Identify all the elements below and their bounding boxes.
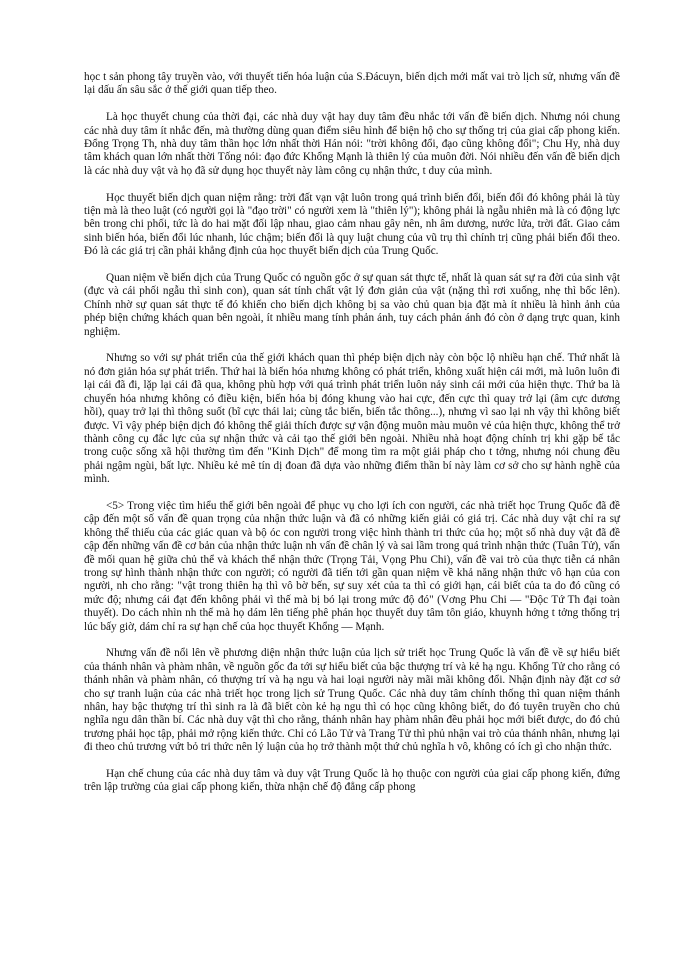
paragraph-intro-continuation: học t sản phong tây truyền vào, với thuyết tiến hóa luận của S.Đácuyn, biến dịch mới mất vai trò lịch sử, nhưng vấn đề lại dấu ấn sâu sắc ở thế giới quan tiếp theo.	[84, 71, 620, 97]
paragraph-bien-dich-origin: Quan niệm về biến dịch của Trung Quốc có nguồn gốc ở sự quan sát thực tế, nhất là quan sát sự ra đời của sinh vật (đực và cái phối ngẫu thì sinh con), quan sát tính chất vật lý đơn giản của vật (nặng thì rơi xuống, nhẹ thì bốc lên). Chính nhờ sự quan sát thực tế đó khiến cho biến dịch không bị sa vào chủ quan bịa đặt mà ít nhiều là hình ảnh của phép biện chứng khách quan bên ngoài, ít nhiều mang tính phản ánh, tuy cách phản ánh đó còn ở dạng trực quan, kinh nghiệm.	[84, 272, 620, 338]
paragraph-common-limitation: Hạn chế chung của các nhà duy tâm và duy vật Trung Quốc là họ thuộc con người của giai cấp phong kiến, đứng trên lập trường của giai cấp phong kiến, thừa nhận chế độ đẳng cấp phong	[84, 768, 620, 794]
document-page	[84, 71, 620, 795]
paragraph-sage-and-commoner: Nhưng vấn đề nổi lên về phương diện nhận thức luận của lịch sử triết học Trung Quốc là vấn đề về sự hiểu biết của thánh nhân và phàm nhân, về nguồn gốc đa tới sự hiểu biết của bậc thượng trí và kẻ hạ ngu. Khổng Tử cho rằng có thánh nhân và phàm nhân, có thượng trí và hạ ngu và hai loại người này mãi mãi không đổi. Nhận định này đặt cơ sở cho sự tranh luận của các nhà triết học trong lịch sử Trung Quốc. Các nhà duy tâm chính thống thì quan niệm thánh nhân, hay bậc thượng trí thì sinh ra là đã biết còn kẻ hạ ngu thì có học cũng không biết, do đó tuyên truyền cho chủ nghĩa ngu dân thần bí. Các nhà duy vật thì cho rằng, thánh nhân hay phàm nhân đều phải học mới biết được, do đó chủ trương phải học tập, phải mở rộng kiến thức. Chỉ có Lão Tử và Trang Tử thì phủ nhận vai trò của thánh nhân, nhưng lại đi theo chủ trương vứt bỏ tri thức nên lý luận của họ trở thành một thứ chủ nghĩa h vô, không có ích gì cho nhận thức.	[84, 647, 620, 754]
paragraph-bien-dich-limitations: Nhưng so với sự phát triển của thế giới khách quan thì phép biện dịch này còn bộc lộ nhiều hạn chế. Thứ nhất là nó đơn giản hóa sự phát triển. Thứ hai là biến hóa nhưng không có phát triển, không xuất hiện cái mới, mà luôn luôn đi lại cái đã đi, lặp lại cái đã qua, không phù hợp với quá trình phát triển luôn nảy sinh cái mới của hiện thực. Thứ ba là chuyển hóa nhưng không có điều kiện, biến hóa bị đóng khung vào hai cực, đến cực thì quay trở lại (âm cực dương hồi), quay trở lại thì thông suốt (bĩ cực thái lai; cùng tắc biến, biến tắc thông...), nhưng vì sao lại nh vậy thì không biết được. Vì vậy phép biện dịch đó không thể giải thích được sự vận động muôn màu muôn vẻ của hiện thực, không thể trở thành công cụ đắc lực của sự nhận thức và cải tạo thế giới bên ngoài. Nhiều nhà hoạt động chính trị khi gặp bế tắc trong cuộc sống xã hội thường tìm đến "Kinh Dịch" để mong tìm ra một giải pháp cho t tởng, nhưng nói chung đều phải ngậm ngùi, bất lực. Nhiều kẻ mê tín dị đoan đã dựa vào những điểm thần bí này làm cơ sở cho sự hành nghề của mình.	[84, 352, 620, 486]
paragraph-bien-dich-conception: Học thuyết biến dịch quan niệm rằng: trời đất vạn vật luôn trong quá trình biến đổi, biến đổi đó không phải là tùy tiện mà là theo luật (có người gọi là "đạo trời" có người xem là "thiên lý"); không phải là ngẫu nhiên mà là có động lực bên trong chi phối, tức là do hai mặt đối lập nhau, giao cảm nhau gây nên, nh âm dương, nước lửa, trời đất. Giao cảm sinh biến hóa, biến đổi lúc nhanh, lúc chậm; biến đổi là quy luật chung của vũ trụ thì chính trị cũng phải biến đổi theo. Đó là các giá trị cần phải khẳng định của học thuyết biến dịch của Trung Quốc.	[84, 191, 620, 258]
paragraph-epistemology: <5> Trong việc tìm hiểu thế giới bên ngoài để phục vụ cho lợi ích con người, các nhà triết học Trung Quốc đã đề cập đến một số vấn đề quan trọng của nhận thức luận và đã có những kiến giải có giá trị. Các nhà duy vật chỉ ra sự không thể thiếu của các giác quan và bộ óc con người trong việc hình thành tri thức của họ; một số nhà duy vật đã đề cập đến những vấn đề cơ bản của nhận thức luận nh vấn đề chân lý và sai lầm trong quá trình nhận thức (Tuân Tử), vấn đề mối quan hệ giữa chủ thể và khách thể nhận thức (Trọng Tải, Vọng Phu Chi), vấn đề vai trò của thực tiễn cá nhân trong sự hình thành nhận thức con người; có người đã tiến tới gần quan niệm về khả năng nhận thức vô hạn của con người, nh cho rằng: "vật trong thiên hạ thì vô bờ bến, sự suy xét của ta thì có giới hạn, cái biết của ta do đó cũng có mức độ; nhưng cái đạt đến không phải vì thế mà bị bó lại trong mức độ đó" (Vơng Phu Chi — "Độc Tứ Th đại toàn thuyết). Do cách nhìn nh thế mà họ dám lên tiếng phê phán học thuyết duy tâm tôn giáo, khuynh hớng t tởng thống trị lúc bấy giờ, dám chỉ ra sự hạn chế của học thuyết Khổng — Mạnh.	[84, 499, 620, 633]
paragraph-bien-dich-common-theory: Là học thuyết chung của thời đại, các nhà duy vật hay duy tâm đều nhắc tới vấn đề biến dịch. Nhưng nói chung các nhà duy tâm ít nhắc đến, mà thường dùng quan điểm siêu hình để biện hộ cho sự thống trị của giai cấp phong kiến. Đổng Trọng Th, nhà duy tâm thần học lớn nhất thời Hán nói: "trời không đổi, đạo cũng không đổi"; Chu Hy, nhà duy tâm khách quan lớn nhất thời Tống nói: đạo đức Khổng Mạnh là thiên lý của muôn đời. Nói nhiều đến vấn đề biến dịch là các nhà duy vật và họ đã sử dụng học thuyết này làm công cụ nhận thức, t duy của mình.	[84, 111, 620, 177]
